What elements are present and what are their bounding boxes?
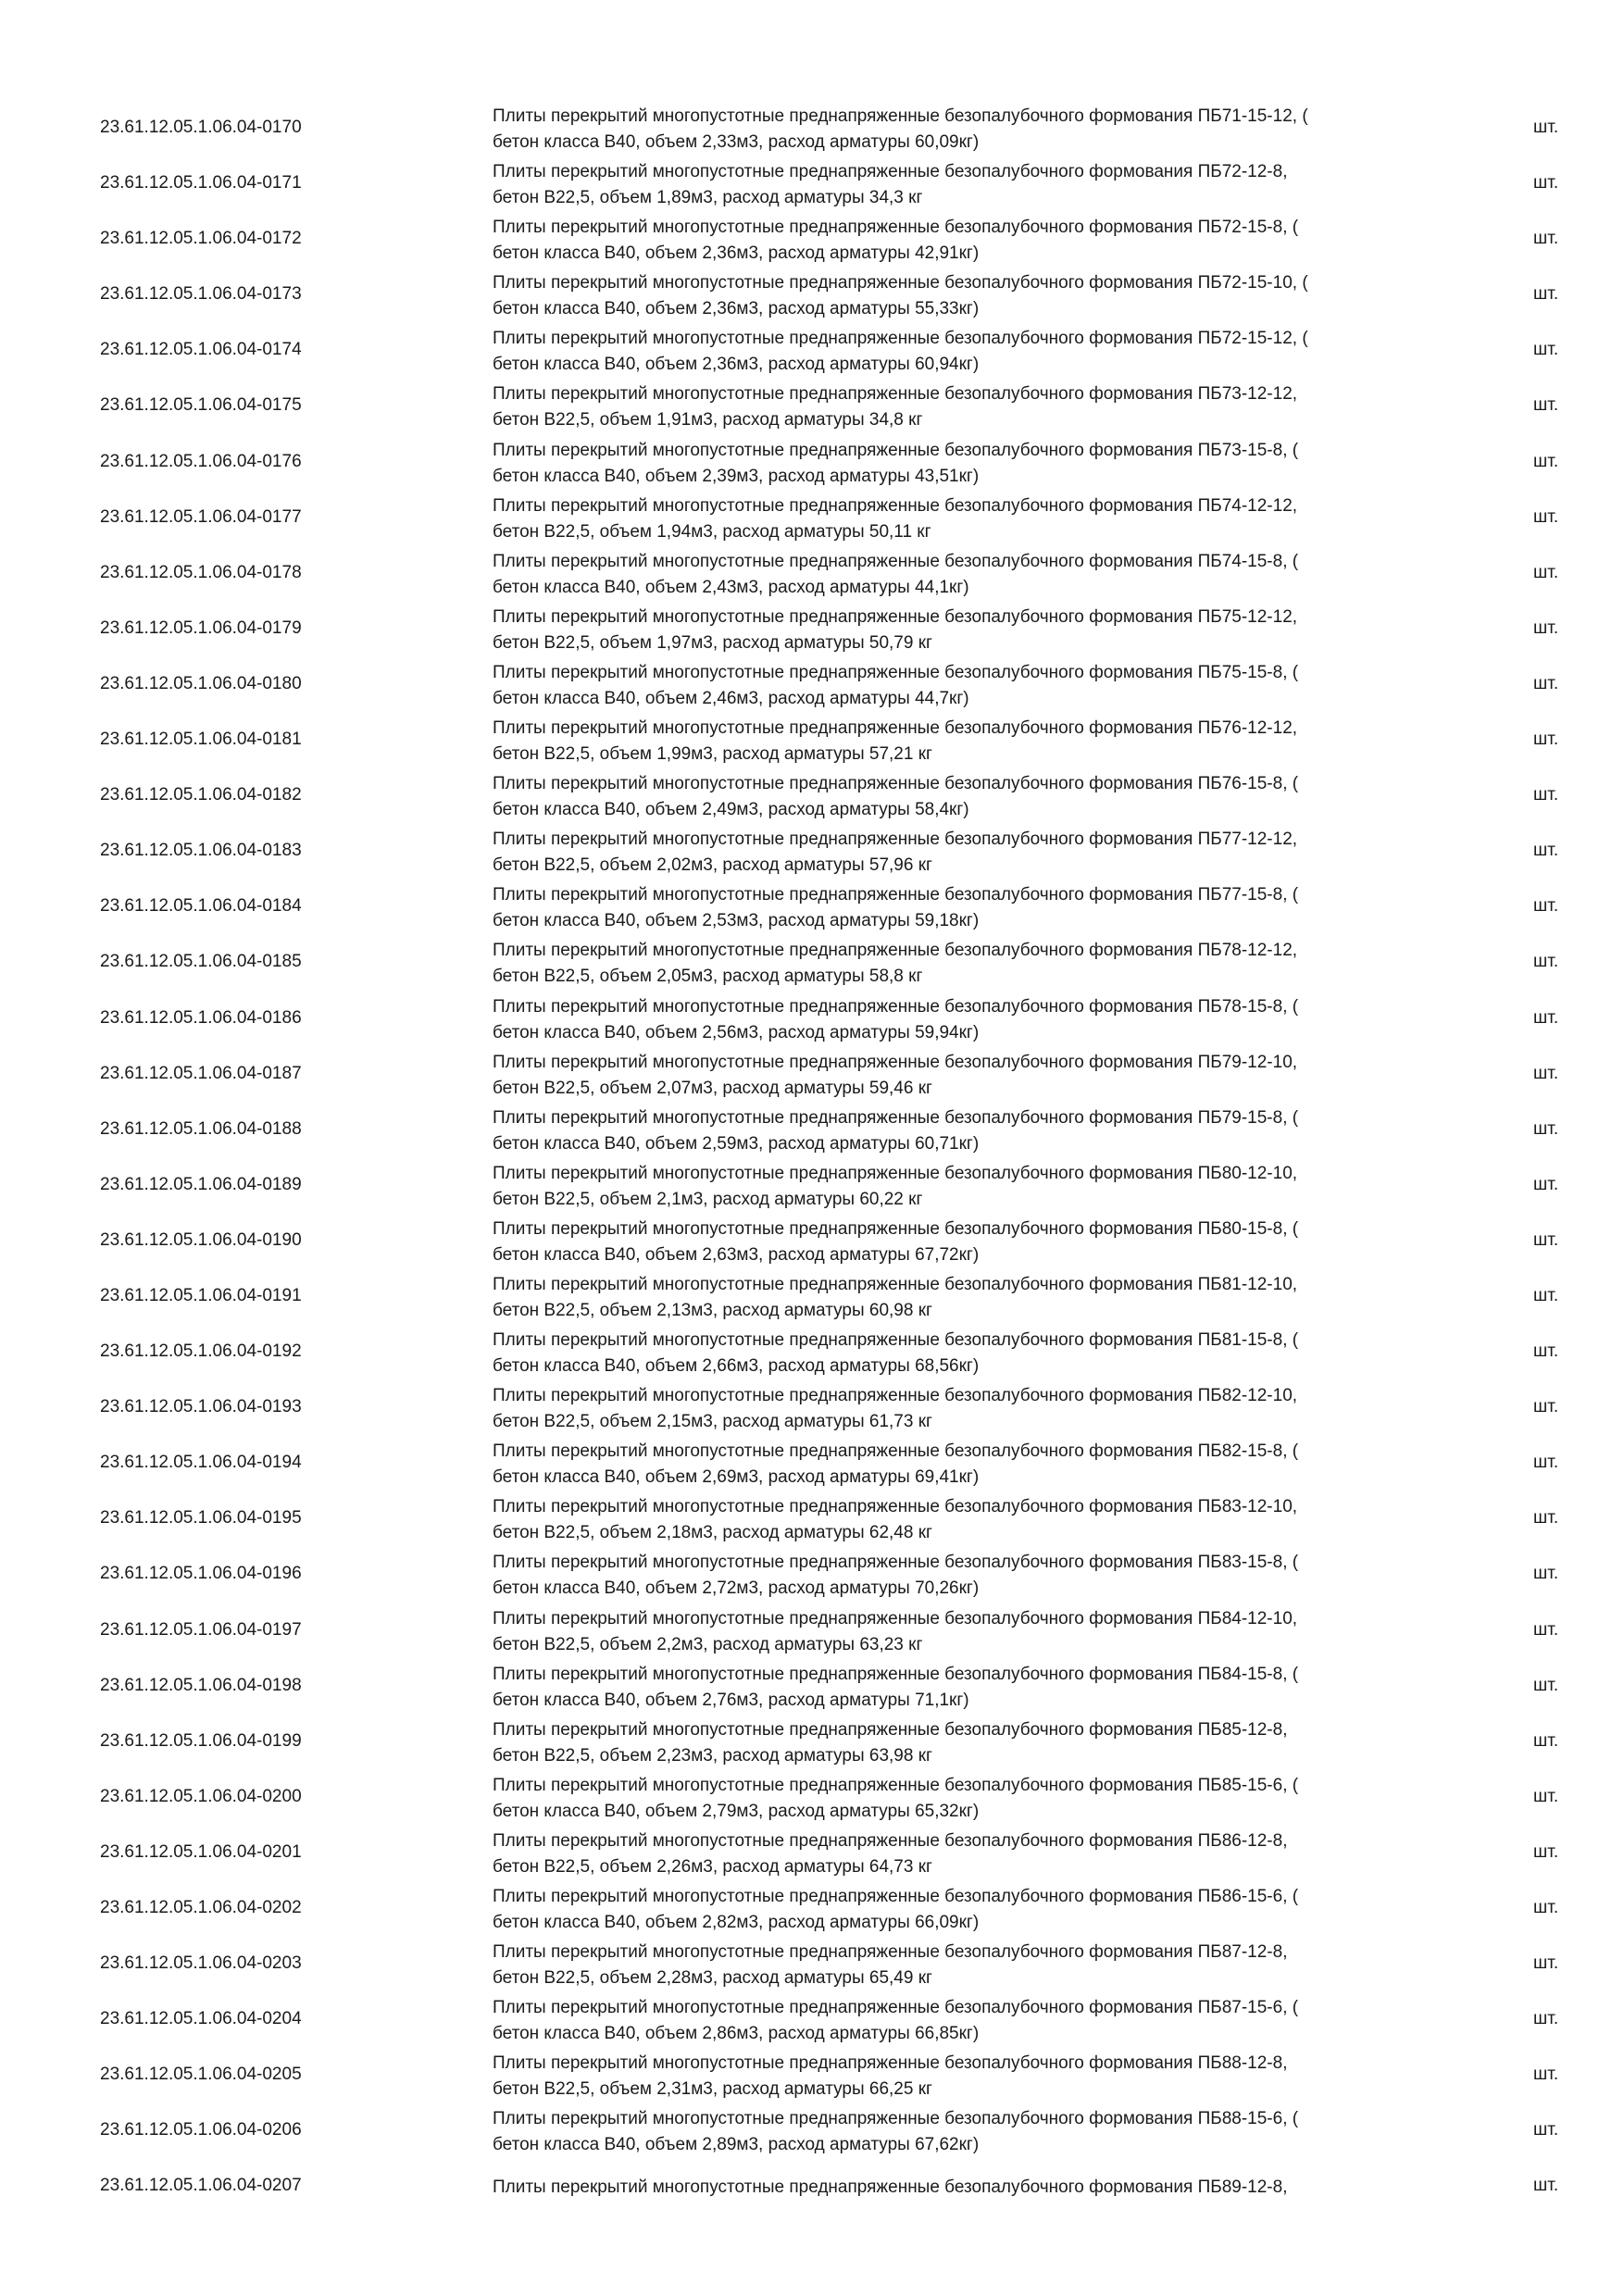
item-unit: шт.: [1533, 1841, 1559, 1862]
item-code: 23.61.12.05.1.06.04-0187: [100, 1063, 302, 1083]
table-row: [0, 1324, 1624, 1379]
description-line-1: Плиты перекрытий многопустотные преднапряженные безопалубочного формования ПБ73-15-8, (: [493, 440, 1299, 460]
description-line-2: бетон класса В40, объем 2,49м3, расход арматуры 58,4кг): [493, 800, 969, 820]
table-row: [0, 823, 1624, 879]
item-description: [493, 1828, 1465, 1880]
item-description: [493, 1773, 1465, 1825]
item-unit: шт.: [1533, 1898, 1559, 1917]
item-unit: шт.: [1533, 1453, 1559, 1473]
item-description: [493, 1606, 1465, 1658]
item-code: 23.61.12.05.1.06.04-0179: [100, 618, 302, 638]
description-line-1: Плиты перекрытий многопустотные преднапряженные безопалубочного формования ПБ84-15-8, (: [493, 1664, 1299, 1684]
description-line-1: Плиты перекрытий многопустотные преднапряженные безопалубочного формования ПБ89-12-8,: [493, 2177, 1288, 2198]
description-line-2: бетон В22,5, объем 1,99м3, расход арматуры 57,21 кг: [493, 744, 932, 765]
item-description: [493, 605, 1465, 656]
item-description: [493, 2106, 1465, 2158]
description-line-1: Плиты перекрытий многопустотные преднапряженные безопалубочного формования ПБ79-15-8, (: [493, 1107, 1299, 1128]
description-line-2: бетон В22,5, объем 2,1м3, расход арматуры 60,22 кг: [493, 1189, 923, 1209]
table-row: [0, 1546, 1624, 1602]
description-line-2: бетон В22,5, объем 2,07м3, расход арматуры 59,46 кг: [493, 1078, 932, 1098]
item-code: 23.61.12.05.1.06.04-0195: [100, 1508, 302, 1529]
description-line-1: Плиты перекрытий многопустотные преднапряженные безопалубочного формования ПБ77-12-12,: [493, 830, 1298, 850]
item-description: [493, 438, 1465, 490]
item-code: 23.61.12.05.1.06.04-0175: [100, 395, 302, 416]
item-unit: шт.: [1533, 1619, 1559, 1640]
description-line-2: бетон В22,5, объем 2,05м3, расход арматуры 58,8 кг: [493, 967, 923, 987]
description-line-1: Плиты перекрытий многопустотные преднапряженные безопалубочного формования ПБ72-15-10, (: [493, 273, 1308, 293]
description-line-2: бетон В22,5, объем 2,26м3, расход арматуры 64,73 кг: [493, 1856, 932, 1877]
description-line-1: Плиты перекрытий многопустотные преднапряженные безопалубочного формования ПБ77-15-8, (: [493, 885, 1299, 905]
item-unit: шт.: [1533, 2009, 1559, 2029]
description-line-1: Плиты перекрытий многопустотные преднапряженные безопалубочного формования ПБ73-12-12,: [493, 384, 1298, 405]
item-description: [493, 215, 1465, 267]
table-row: [0, 767, 1624, 823]
description-line-1: Плиты перекрытий многопустотные преднапряженные безопалубочного формования ПБ85-15-6, (: [493, 1775, 1299, 1795]
item-code: 23.61.12.05.1.06.04-0177: [100, 506, 302, 527]
description-line-2: бетон класса В40, объем 2,36м3, расход арматуры 55,33кг): [493, 299, 980, 319]
description-line-2: бетон В22,5, объем 1,97м3, расход арматуры 50,79 кг: [493, 632, 932, 653]
table-row: [0, 322, 1624, 378]
item-code: 23.61.12.05.1.06.04-0204: [100, 2009, 302, 2029]
item-unit: шт.: [1533, 284, 1559, 305]
description-line-2: бетон класса В40, объем 2,56м3, расход арматуры 59,94кг): [493, 1022, 980, 1042]
item-description: [493, 827, 1465, 879]
item-description: [493, 771, 1465, 823]
description-line-2: бетон В22,5, объем 2,02м3, расход арматуры 57,96 кг: [493, 855, 932, 876]
table-row: [0, 378, 1624, 433]
description-line-2: бетон класса В40, объем 2,66м3, расход арматуры 68,56кг): [493, 1356, 980, 1377]
item-unit: шт.: [1533, 562, 1559, 582]
item-code: 23.61.12.05.1.06.04-0205: [100, 2065, 302, 2085]
item-code: 23.61.12.05.1.06.04-0190: [100, 1229, 302, 1250]
description-line-2: бетон В22,5, объем 2,31м3, расход арматуры 66,25 кг: [493, 2079, 932, 2100]
description-line-2: бетон В22,5, объем 1,89м3, расход арматуры 34,3 кг: [493, 188, 923, 208]
description-line-1: Плиты перекрытий многопустотные преднапряженные безопалубочного формования ПБ72-15-8, (: [493, 218, 1299, 238]
description-line-1: Плиты перекрытий многопустотные преднапряженные безопалубочного формования ПБ88-15-6, (: [493, 2109, 1299, 2129]
item-description: [493, 159, 1465, 211]
description-line-1: Плиты перекрытий многопустотные преднапряженные безопалубочного формования ПБ78-15-8, (: [493, 996, 1299, 1017]
description-line-1: Плиты перекрытий многопустотные преднапряженные безопалубочного формования ПБ80-15-8, (: [493, 1218, 1299, 1239]
item-unit: шт.: [1533, 173, 1559, 193]
description-line-2: бетон класса В40, объем 2,69м3, расход арматуры 69,41кг): [493, 1467, 980, 1488]
table-row: [0, 490, 1624, 545]
table-row: [0, 2158, 1624, 2214]
item-code: 23.61.12.05.1.06.04-0181: [100, 730, 302, 750]
description-line-2: бетон класса В40, объем 2,53м3, расход арматуры 59,18кг): [493, 911, 980, 931]
item-unit: шт.: [1533, 2065, 1559, 2085]
item-code: 23.61.12.05.1.06.04-0206: [100, 2120, 302, 2140]
item-code: 23.61.12.05.1.06.04-0197: [100, 1619, 302, 1640]
table-row: [0, 991, 1624, 1046]
table-row: [0, 1213, 1624, 1268]
item-description: [493, 326, 1465, 378]
item-unit: шт.: [1533, 673, 1559, 693]
description-line-2: бетон класса В40, объем 2,36м3, расход арматуры 42,91кг): [493, 243, 980, 264]
item-description: [493, 549, 1465, 601]
item-code: 23.61.12.05.1.06.04-0188: [100, 1118, 302, 1139]
item-unit: шт.: [1533, 1063, 1559, 1083]
item-unit: шт.: [1533, 1564, 1559, 1584]
description-line-2: бетон класса В40, объем 2,36м3, расход арматуры 60,94кг): [493, 355, 980, 375]
description-line-1: Плиты перекрытий многопустотные преднапряженные безопалубочного формования ПБ75-12-12,: [493, 606, 1298, 627]
description-line-1: Плиты перекрытий многопустотные преднапряженные безопалубочного формования ПБ75-15-8, (: [493, 662, 1299, 682]
table-row: [0, 601, 1624, 656]
table-row: [0, 1491, 1624, 1546]
table-row: [0, 1157, 1624, 1213]
item-code: 23.61.12.05.1.06.04-0202: [100, 1898, 302, 1917]
item-description: [493, 1383, 1465, 1435]
item-code: 23.61.12.05.1.06.04-0198: [100, 1675, 302, 1695]
item-description: [493, 1105, 1465, 1157]
item-code: 23.61.12.05.1.06.04-0203: [100, 1953, 302, 1974]
item-code: 23.61.12.05.1.06.04-0171: [100, 173, 302, 193]
description-line-2: бетон класса В40, объем 2,82м3, расход арматуры 66,09кг): [493, 1913, 980, 1932]
item-description: [493, 104, 1465, 156]
table-row: [0, 1880, 1624, 1936]
item-description: [493, 2051, 1465, 2103]
table-row: [0, 934, 1624, 990]
description-line-2: бетон класса В40, объем 2,89м3, расход арматуры 67,62кг): [493, 2135, 980, 2155]
description-line-1: Плиты перекрытий многопустотные преднапряженные безопалубочного формования ПБ85-12-8,: [493, 1719, 1288, 1740]
description-line-1: Плиты перекрытий многопустотные преднапряженные безопалубочного формования ПБ82-12-10,: [493, 1386, 1298, 1406]
item-code: 23.61.12.05.1.06.04-0170: [100, 118, 302, 137]
table-row: [0, 211, 1624, 267]
description-line-2: бетон класса В40, объем 2,46м3, расход арматуры 44,7кг): [493, 688, 969, 708]
description-line-1: Плиты перекрытий многопустотные преднапряженные безопалубочного формования ПБ84-12-10,: [493, 1608, 1298, 1628]
item-description: [493, 1717, 1465, 1769]
description-line-2: бетон В22,5, объем 1,94м3, расход арматуры 50,11 кг: [493, 521, 931, 542]
item-description: [493, 1662, 1465, 1714]
item-unit: шт.: [1533, 1285, 1559, 1305]
description-line-2: бетон В22,5, объем 2,13м3, расход арматуры 60,98 кг: [493, 1300, 932, 1320]
item-description: [493, 1217, 1465, 1268]
description-line-1: Плиты перекрытий многопустотные преднапряженные безопалубочного формования ПБ87-12-8,: [493, 1942, 1288, 1963]
table-row: [0, 1658, 1624, 1714]
table-row: [0, 712, 1624, 767]
item-description: [493, 493, 1465, 545]
description-line-2: бетон класса В40, объем 2,43м3, расход арматуры 44,1кг): [493, 577, 969, 597]
table-row: [0, 156, 1624, 211]
description-line-1: Плиты перекрытий многопустотные преднапряженные безопалубочного формования ПБ81-12-10,: [493, 1274, 1298, 1294]
item-code: 23.61.12.05.1.06.04-0176: [100, 451, 302, 471]
description-line-1: Плиты перекрытий многопустотные преднапряженные безопалубочного формования ПБ79-12-10,: [493, 1052, 1298, 1072]
description-line-2: бетон В22,5, объем 2,15м3, расход арматуры 61,73 кг: [493, 1412, 932, 1432]
description-line-1: Плиты перекрытий многопустотные преднапряженные безопалубочного формования ПБ74-15-8, (: [493, 551, 1299, 571]
item-code: 23.61.12.05.1.06.04-0183: [100, 841, 302, 861]
item-code: 23.61.12.05.1.06.04-0196: [100, 1564, 302, 1584]
table-row: [0, 1936, 1624, 1991]
item-unit: шт.: [1533, 1341, 1559, 1362]
description-line-2: бетон класса В40, объем 2,79м3, расход арматуры 65,32кг): [493, 1801, 980, 1821]
item-code: 23.61.12.05.1.06.04-0201: [100, 1841, 302, 1862]
item-code: 23.61.12.05.1.06.04-0180: [100, 673, 302, 693]
item-unit: шт.: [1533, 1397, 1559, 1417]
item-unit: шт.: [1533, 730, 1559, 750]
item-unit: шт.: [1533, 1229, 1559, 1250]
item-code: 23.61.12.05.1.06.04-0194: [100, 1453, 302, 1473]
item-description: [493, 716, 1465, 767]
item-code: 23.61.12.05.1.06.04-0172: [100, 229, 302, 249]
item-code: 23.61.12.05.1.06.04-0207: [100, 2176, 302, 2196]
item-unit: шт.: [1533, 1786, 1559, 1806]
item-unit: шт.: [1533, 1675, 1559, 1695]
description-line-1: Плиты перекрытий многопустотные преднапряженные безопалубочного формования ПБ78-12-12,: [493, 941, 1298, 961]
item-unit: шт.: [1533, 1174, 1559, 1194]
item-code: 23.61.12.05.1.06.04-0185: [100, 952, 302, 972]
item-code: 23.61.12.05.1.06.04-0186: [100, 1007, 302, 1028]
description-line-1: Плиты перекрытий многопустотные преднапряженные безопалубочного формования ПБ82-15-8, (: [493, 1441, 1299, 1462]
description-line-1: Плиты перекрытий многопустотные преднапряженные безопалубочного формования ПБ88-12-8,: [493, 2053, 1288, 2074]
item-description: [493, 2175, 1465, 2201]
item-code: 23.61.12.05.1.06.04-0192: [100, 1341, 302, 1362]
table-row: [0, 1991, 1624, 2047]
description-line-2: бетон В22,5, объем 2,2м3, расход арматуры 63,23 кг: [493, 1634, 923, 1654]
item-description: [493, 1439, 1465, 1491]
table-row: [0, 656, 1624, 712]
item-description: [493, 1050, 1465, 1102]
item-unit: шт.: [1533, 952, 1559, 972]
item-unit: шт.: [1533, 841, 1559, 861]
item-code: 23.61.12.05.1.06.04-0200: [100, 1786, 302, 1806]
description-line-1: Плиты перекрытий многопустотные преднапряженные безопалубочного формования ПБ80-12-10,: [493, 1163, 1298, 1183]
description-line-2: бетон класса В40, объем 2,39м3, расход арматуры 43,51кг): [493, 466, 980, 486]
description-line-2: бетон класса В40, объем 2,72м3, расход арматуры 70,26кг): [493, 1578, 980, 1599]
item-code: 23.61.12.05.1.06.04-0191: [100, 1285, 302, 1305]
table-row: [0, 2047, 1624, 2103]
item-unit: шт.: [1533, 118, 1559, 137]
item-unit: шт.: [1533, 1730, 1559, 1751]
description-line-2: бетон В22,5, объем 2,28м3, расход арматуры 65,49 кг: [493, 1968, 932, 1989]
description-line-2: бетон класса В40, объем 2,86м3, расход арматуры 66,85кг): [493, 2024, 980, 2044]
item-description: [493, 994, 1465, 1046]
description-line-1: Плиты перекрытий многопустотные преднапряженные безопалубочного формования ПБ86-15-6, (: [493, 1887, 1299, 1906]
table-row: [0, 2103, 1624, 2158]
item-unit: шт.: [1533, 340, 1559, 360]
item-description: [493, 1494, 1465, 1546]
table-row: [0, 1603, 1624, 1658]
item-unit: шт.: [1533, 229, 1559, 249]
description-line-2: бетон класса В40, объем 2,76м3, расход арматуры 71,1кг): [493, 1690, 969, 1710]
item-unit: шт.: [1533, 1953, 1559, 1974]
item-unit: шт.: [1533, 1118, 1559, 1139]
table-row: [0, 1714, 1624, 1769]
description-line-2: бетон В22,5, объем 1,91м3, расход арматуры 34,8 кг: [493, 410, 923, 430]
item-description: [493, 1995, 1465, 2047]
item-description: [493, 882, 1465, 934]
item-code: 23.61.12.05.1.06.04-0174: [100, 340, 302, 360]
description-line-2: бетон класса В40, объем 2,63м3, расход арматуры 67,72кг): [493, 1244, 980, 1265]
table-row: [0, 1268, 1624, 1324]
item-code: 23.61.12.05.1.06.04-0173: [100, 284, 302, 305]
item-unit: шт.: [1533, 395, 1559, 416]
item-unit: шт.: [1533, 451, 1559, 471]
table-row: [0, 267, 1624, 322]
item-description: [493, 1272, 1465, 1324]
item-description: [493, 1328, 1465, 1379]
item-description: [493, 938, 1465, 990]
table-row: [0, 100, 1624, 156]
item-unit: шт.: [1533, 506, 1559, 527]
item-unit: шт.: [1533, 785, 1559, 805]
item-unit: шт.: [1533, 896, 1559, 917]
item-unit: шт.: [1533, 2176, 1559, 2196]
description-line-1: Плиты перекрытий многопустотные преднапряженные безопалубочного формования ПБ76-12-12,: [493, 718, 1298, 739]
item-description: [493, 381, 1465, 433]
table-row: [0, 545, 1624, 601]
description-line-2: бетон В22,5, объем 2,18м3, расход арматуры 62,48 кг: [493, 1523, 932, 1543]
item-description: [493, 1884, 1465, 1936]
item-description: [493, 1161, 1465, 1213]
item-description: [493, 270, 1465, 322]
item-description: [493, 1940, 1465, 1991]
table-row: [0, 434, 1624, 490]
item-code: 23.61.12.05.1.06.04-0193: [100, 1397, 302, 1417]
description-line-1: Плиты перекрытий многопустотные преднапряженные безопалубочного формования ПБ86-12-8,: [493, 1830, 1288, 1851]
item-description: [493, 1550, 1465, 1602]
description-line-1: Плиты перекрытий многопустотные преднапряженные безопалубочного формования ПБ83-15-8, (: [493, 1553, 1299, 1573]
item-unit: шт.: [1533, 2120, 1559, 2140]
table-row: [0, 1046, 1624, 1102]
item-unit: шт.: [1533, 618, 1559, 638]
description-line-1: Плиты перекрытий многопустотные преднапряженные безопалубочного формования ПБ74-12-12,: [493, 495, 1298, 516]
description-line-1: Плиты перекрытий многопустотные преднапряженные безопалубочного формования ПБ72-12-8,: [493, 162, 1288, 182]
table-row: [0, 1102, 1624, 1157]
table-row: [0, 879, 1624, 934]
item-code: 23.61.12.05.1.06.04-0178: [100, 562, 302, 582]
description-line-1: Плиты перекрытий многопустотные преднапряженные безопалубочного формования ПБ76-15-8, (: [493, 774, 1299, 794]
description-line-2: бетон класса В40, объем 2,33м3, расход арматуры 60,09кг): [493, 132, 980, 152]
table-row: [0, 1379, 1624, 1435]
item-description: [493, 660, 1465, 712]
item-code: 23.61.12.05.1.06.04-0189: [100, 1174, 302, 1194]
description-line-1: Плиты перекрытий многопустотные преднапряженные безопалубочного формования ПБ81-15-8, (: [493, 1330, 1299, 1351]
description-line-1: Плиты перекрытий многопустотные преднапряженные безопалубочного формования ПБ83-12-10,: [493, 1497, 1298, 1517]
description-line-1: Плиты перекрытий многопустотные преднапряженные безопалубочного формования ПБ71-15-12, (: [493, 106, 1308, 126]
table-row: [0, 1769, 1624, 1825]
description-line-1: Плиты перекрытий многопустотные преднапряженные безопалубочного формования ПБ72-15-12, (: [493, 329, 1308, 349]
table-row: [0, 1825, 1624, 1880]
price-list-table: [0, 100, 1624, 2215]
table-row: [0, 1435, 1624, 1491]
description-line-2: бетон класса В40, объем 2,59м3, расход арматуры 60,71кг): [493, 1133, 980, 1154]
item-unit: шт.: [1533, 1007, 1559, 1028]
item-code: 23.61.12.05.1.06.04-0182: [100, 785, 302, 805]
description-line-1: Плиты перекрытий многопустотные преднапряженные безопалубочного формования ПБ87-15-6, (: [493, 1998, 1299, 2018]
item-code: 23.61.12.05.1.06.04-0199: [100, 1730, 302, 1751]
item-code: 23.61.12.05.1.06.04-0184: [100, 896, 302, 917]
description-line-2: бетон В22,5, объем 2,23м3, расход арматуры 63,98 кг: [493, 1745, 932, 1766]
item-unit: шт.: [1533, 1508, 1559, 1529]
